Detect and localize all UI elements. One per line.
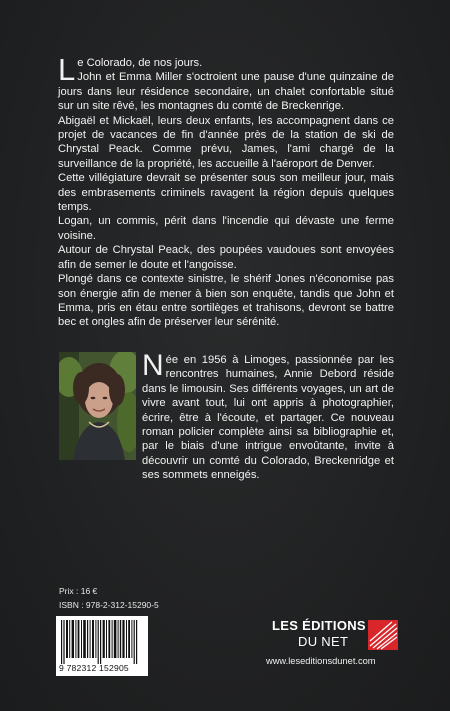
publisher-name-line2: DU NET	[298, 634, 349, 649]
synopsis-dropcap: L	[58, 52, 76, 87]
price-label: Prix : 16 €	[59, 586, 98, 596]
synopsis-paragraph: Abigaël et Mickaël, leurs deux enfants, les accompagnent dans ce projet de vacances de fin d'année près de la station de ski de Chrystal Peack. Comme prévu, James, l'ami chargé de la surveillance de la propriété, les accueille à l'aéroport de Denver.	[58, 114, 394, 170]
author-portrait-image	[59, 352, 136, 460]
bio-text: ée en 1956 à Limoges, passionnée par les rencontres humaines, Annie Debord réside dans le limousin. Ses différents voyages, un art de vivre avant tout, lui ont appris à photographier, écrire, être à l'écoute, et partager. Ce nouveau roman policier complète ainsi sa bibliographie et, par le biais d'une intrigue envoûtante, invite à découvrir un comté du Colorado, Breckenridge et ses sommets enneigés.	[142, 354, 394, 482]
synopsis-paragraph: Plongé dans ce contexte sinistre, le shérif Jones n'économise pas son énergie afin de mener à bien son enquête, tandis que John et Emma, pris en étau entre sortilèges et trahisons, devront se battre bec et ongles afin de préserver leur sérénité.	[58, 273, 394, 329]
back-cover-synopsis	[58, 52, 394, 330]
isbn-label: ISBN : 978-2-312-15290-5	[59, 600, 159, 610]
synopsis-paragraph: John et Emma Miller s'octroient une pause d'une quinzaine de jours dans leur résidence secondaire, un chalet confortable situé sur un site rêvé, les montagnes du comté de Breckenrige.	[58, 71, 394, 113]
publisher-website: www.leseditionsdunet.com	[266, 656, 376, 666]
synopsis-paragraph: Autour de Chrystal Peack, des poupées vaudoues sont envoyées afin de semer le doute et l'angoisse.	[58, 244, 394, 271]
synopsis-paragraph: Le Colorado, de nos jours.	[58, 52, 203, 87]
bio-dropcap: N	[142, 349, 164, 382]
author-photo	[59, 352, 136, 460]
barcode-number: 9 782312 152905	[59, 663, 129, 673]
synopsis-paragraph: Logan, un commis, périt dans l'incendie qui dévaste une ferme voisine.	[58, 215, 394, 242]
publisher-mark-icon	[366, 618, 402, 654]
publisher-logo	[272, 618, 394, 660]
publisher-name-line1: LES ÉDITIONS	[272, 618, 366, 633]
synopsis-paragraph: Cette villégiature devrait se présenter sous son meilleur jour, mais des embrasements criminels ravagent la région depuis quelques temps.	[58, 172, 394, 214]
author-bio	[142, 349, 394, 483]
